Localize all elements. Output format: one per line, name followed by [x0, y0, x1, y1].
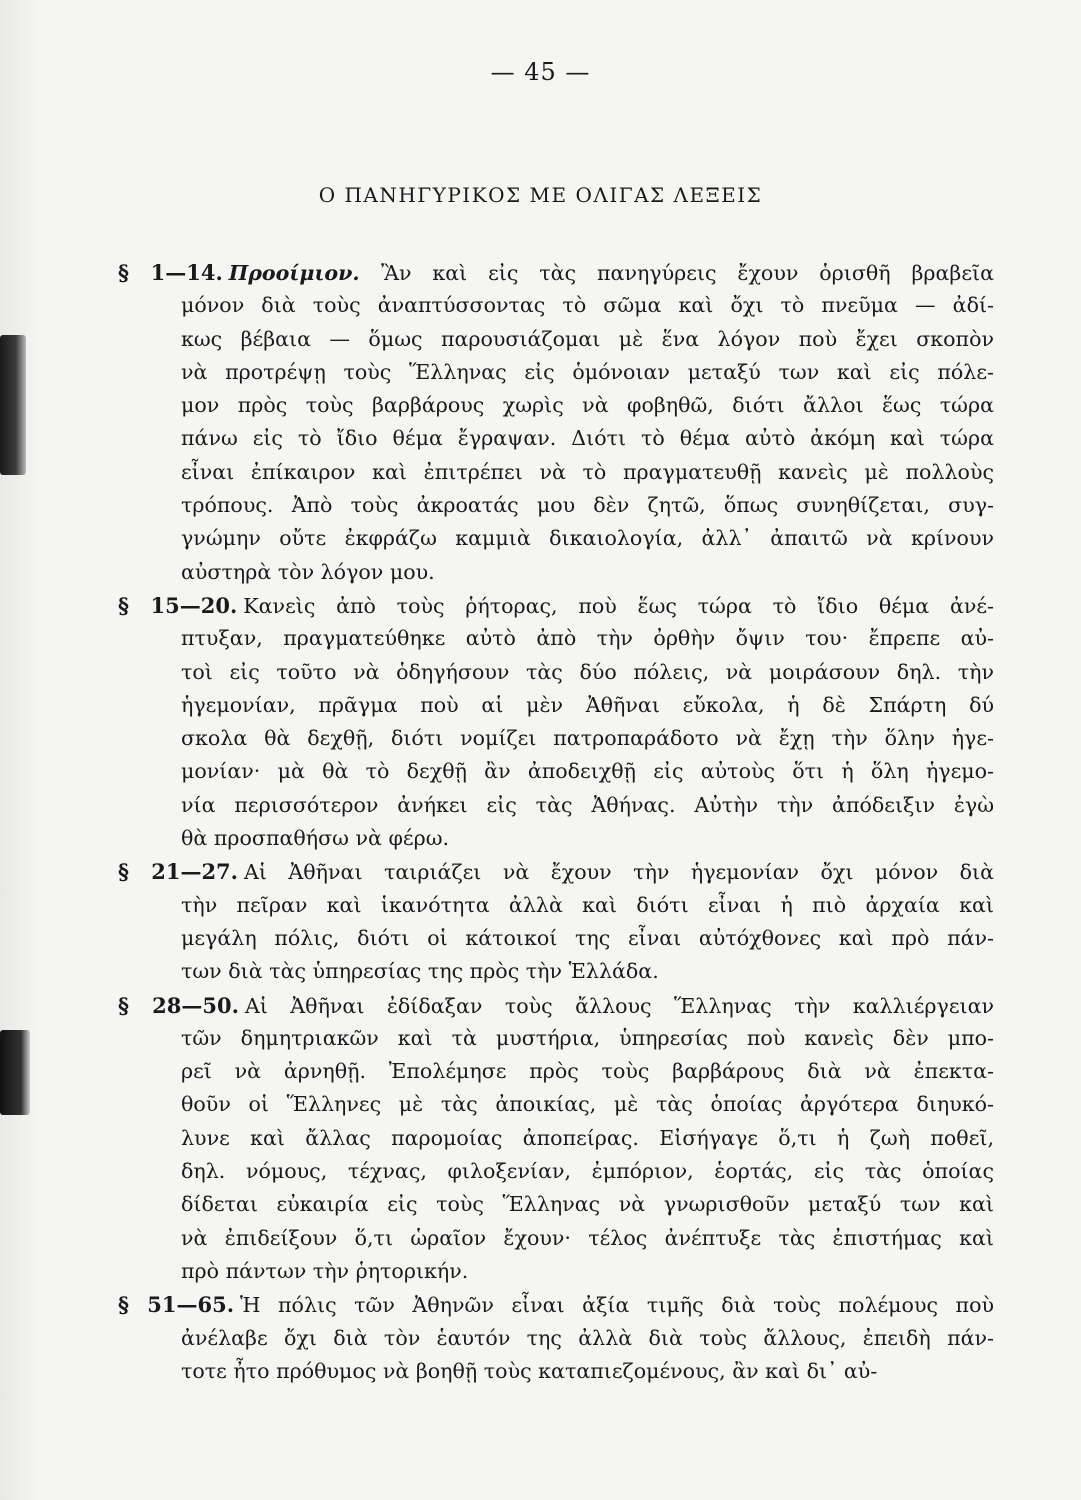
text-line	[118, 289, 994, 322]
text-line	[118, 989, 994, 1022]
line-text: Αἱ Ἀθῆναι ἐδίδαξαν τοὺς ἄλλους Ἕλληνας τὴν καλλιέργειαν	[244, 993, 994, 1018]
section-marker: § 28—50.	[118, 992, 239, 1018]
section-paragraph	[118, 589, 994, 855]
text-line	[118, 1288, 994, 1321]
line-text: αὐστηρὰ τὸν λόγον μου.	[181, 559, 435, 584]
text-line	[118, 789, 994, 822]
text-line	[118, 1022, 994, 1055]
line-text: τὴν πεῖραν καὶ ἱκανότητα ἀλλὰ καὶ διότι εἶναι ἡ πιὸ ἀρχαία καὶ	[181, 892, 994, 917]
line-text: πτυξαν, πραγματεύθηκε αὐτὸ ἀπὸ τὴν ὀρθὴν ὄψιν του· ἔπρεπε αὐ-	[181, 626, 994, 651]
text-line	[118, 456, 994, 489]
text-line	[118, 689, 994, 722]
chapter-title: Ο ΠΑΝΗΓΥΡΙΚΟΣ ΜΕ ΟΛΙΓΑΣ ΛΕΞΕΙΣ	[318, 183, 763, 207]
section-marker: § 51—65.	[118, 1292, 235, 1318]
text-line	[118, 589, 994, 622]
line-text: μον πρὸς τοὺς βαρβάρους χωρὶς νὰ φοβηθῶ, διότι ἄλλοι ἕως τώρα	[181, 393, 994, 418]
text-line	[118, 356, 994, 389]
text-line	[118, 889, 994, 922]
line-text: τοὶ εἰς τοῦτο νὰ ὁδηγήσουν τὰς δύο πόλεις, νὰ μοιράσουν δηλ. τὴν	[181, 659, 994, 684]
text-line	[118, 955, 994, 988]
text-line	[118, 656, 994, 689]
line-text: Κανεὶς ἀπὸ τοὺς ῥήτορας, ποὺ ἕως τώρα τὸ ἴδιο θέμα ἀνέ-	[243, 593, 994, 618]
line-text: τῶν δημητριακῶν καὶ τὰ μυστήρια, ὑπηρεσίας ποὺ κανεὶς δὲν μπο-	[181, 1025, 994, 1050]
line-text: πρὸ πάντων τὴν ῥητορικήν.	[181, 1258, 469, 1283]
section-marker: § 21—27.	[118, 859, 238, 885]
line-text: μόνον διὰ τοὺς ἀναπτύσσοντας τὸ σῶμα καὶ ὄχι τὸ πνεῦμα — ἀδί-	[181, 293, 994, 318]
line-text: ἀνέλαβε ὄχι διὰ τὸν ἑαυτόν της ἀλλὰ διὰ τοὺς ἄλλους, ἐπειδὴ πάν-	[181, 1325, 994, 1350]
line-text: δηλ. νόμους, τέχνας, φιλοξενίαν, ἐμπόριον, ἑορτάς, εἰς τὰς ὁποίας	[181, 1159, 994, 1184]
section-paragraph	[118, 256, 994, 589]
text-line	[118, 556, 994, 589]
line-text: σκολα θὰ δεχθῇ, διότι νομίζει πατροπαράδοτο νὰ ἔχῃ τὴν ὅλην ἡγε-	[181, 726, 994, 751]
line-text: Ἡ πόλις τῶν Ἀθηνῶν εἶναι ἀξία τιμῆς διὰ τοὺς πολέμους ποὺ	[240, 1293, 994, 1318]
binding-shadow-mark	[0, 1030, 30, 1115]
text-line	[118, 722, 994, 755]
text-line	[118, 1322, 994, 1355]
line-text: νὰ προτρέψῃ τοὺς Ἕλληνας εἰς ὁμόνοιαν μεταξύ των καὶ εἰς πόλε-	[181, 359, 994, 384]
line-text: μονίαν· μὰ θὰ τὸ δεχθῇ ἂν ἀποδειχθῇ εἰς αὐτοὺς ὅτι ἡ ὅλη ἡγεμο-	[181, 759, 994, 784]
line-text: εἶναι ἐπίκαιρον καὶ ἐπιτρέπει νὰ τὸ πραγματευθῇ κανεὶς μὲ πολλοὺς	[181, 459, 994, 484]
page-number: — 45 —	[490, 58, 591, 86]
text-line	[118, 1355, 994, 1388]
line-text: γνώμην οὔτε ἐκφράζω καμμιὰ δικαιολογία, ἀλλ᾽ ἀπαιτῶ νὰ κρίνουν	[181, 526, 994, 551]
section-paragraph	[118, 1288, 994, 1388]
section-paragraph	[118, 855, 994, 988]
line-text: θὰ προσπαθήσω νὰ φέρω.	[181, 826, 450, 851]
text-line	[118, 822, 994, 855]
section-heading: Προοίμιον.	[228, 261, 382, 285]
line-text: Ἂν καὶ εἰς τὰς πανηγύρεις ἔχουν ὁρισθῆ βραβεῖα	[381, 261, 994, 285]
section-marker: § 1—14.	[118, 260, 223, 285]
line-text: λυνε καὶ ἄλλας παρομοίας ἀποπείρας. Εἰσήγαγε ὅ,τι ἡ ζωὴ ποθεῖ,	[181, 1125, 994, 1150]
line-text: ἡγεμονίαν, πρᾶγμα ποὺ αἱ μὲν Ἀθῆναι εὔκολα, ἡ δὲ Σπάρτη δύ	[181, 692, 994, 717]
text-line	[118, 1188, 994, 1221]
line-text: κως βέβαια — ὅμως παρουσιάζομαι μὲ ἕνα λόγον ποὺ ἔχει σκοπὸν	[181, 326, 994, 351]
line-text: δίδεται εὐκαιρία εἰς τοὺς Ἕλληνας νὰ γνωρισθοῦν μεταξύ των καὶ	[181, 1192, 994, 1217]
line-text: νία περισσότερον ἀνήκει εἰς τὰς Ἀθήνας. Αὐτὴν τὴν ἀπόδειξιν ἐγὼ	[181, 792, 994, 817]
text-line	[118, 1055, 994, 1088]
text-line	[118, 622, 994, 655]
section-marker: § 15—20.	[118, 592, 238, 618]
line-text: μεγάλη πόλις, διότι οἱ κάτοικοί της εἶναι αὐτόχθονες καὶ πρὸ πάν-	[181, 925, 994, 950]
text-line	[118, 1088, 994, 1121]
line-text: ρεῖ νὰ ἀρνηθῇ. Ἐπολέμησε πρὸς τοὺς βαρβάρους διὰ νὰ ἐπεκτα-	[181, 1059, 994, 1084]
text-line	[118, 1255, 994, 1288]
binding-shadow-mark	[0, 335, 26, 475]
text-line	[118, 855, 994, 888]
text-line	[118, 422, 994, 455]
text-line	[118, 1155, 994, 1188]
text-line	[118, 256, 994, 289]
section-paragraph	[118, 989, 994, 1289]
line-text: τοτε ἦτο πρόθυμος νὰ βοηθῇ τοὺς καταπιεζομένους, ἂν καὶ δι᾽ αὐ-	[181, 1358, 878, 1383]
text-line	[118, 522, 994, 555]
line-text: Αἱ Ἀθῆναι ταιριάζει νὰ ἔχουν τὴν ἡγεμονίαν ὄχι μόνον διὰ	[243, 860, 994, 885]
text-line	[118, 922, 994, 955]
text-line	[118, 1222, 994, 1255]
text-line	[118, 389, 994, 422]
text-line	[118, 1122, 994, 1155]
text-line	[118, 323, 994, 356]
line-text: θοῦν οἱ Ἕλληνες μὲ τὰς ἀποικίας, μὲ τὰς ὁποίας ἀργότερα διηυκό-	[181, 1092, 994, 1117]
line-text: των διὰ τὰς ὑπηρεσίας της πρὸς τὴν Ἑλλάδα.	[181, 959, 659, 984]
line-text: νὰ ἐπιδείξουν ὅ,τι ὡραῖον ἔχουν· τέλος ἀνέπτυξε τὰς ἐπιστήμας καὶ	[181, 1225, 994, 1250]
line-text: τρόπους. Ἀπὸ τοὺς ἀκροατάς μου δὲν ζητῶ, ὅπως συνηθίζεται, συγ-	[181, 493, 994, 518]
text-line	[118, 755, 994, 788]
text-line	[118, 489, 994, 522]
line-text: πάνω εἰς τὸ ἴδιο θέμα ἔγραψαν. Διότι τὸ θέμα αὐτὸ ἀκόμη καὶ τώρα	[181, 426, 994, 451]
body-text	[118, 256, 994, 1388]
